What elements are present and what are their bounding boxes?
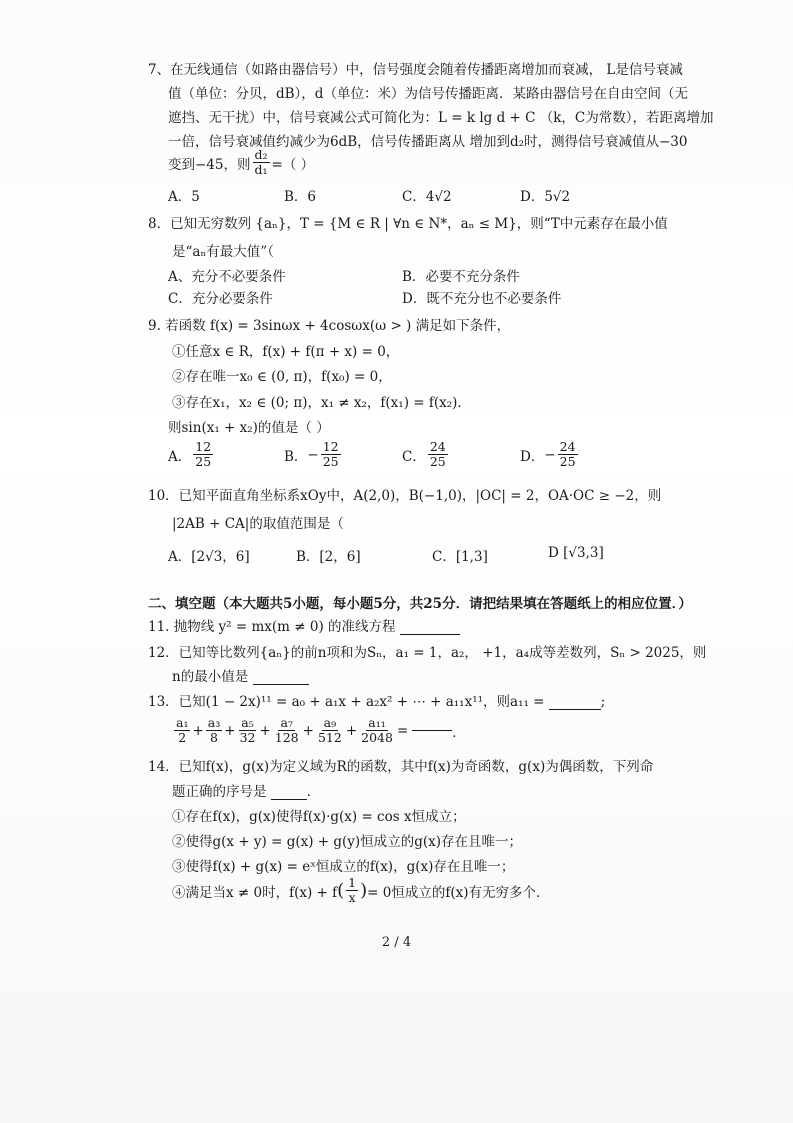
q12-answer-blank[interactable] xyxy=(253,684,309,685)
q7-line-4: 一倍，信号衰减值约减少为6dB，信号传播距离从 增加到d₂时，测得信号衰减值从−30 xyxy=(168,134,688,150)
q7-line-2: 值（单位：分贝，dB），d（单位：米）为信号传播距离．某路由器信号在自由空间（无 xyxy=(168,86,688,102)
q13-fraction-6-den: 2048 xyxy=(361,730,393,745)
section-2-heading: 二、填空题（本大题共5小题，每小题5分，共25分．请把结果填在答题纸上的相应位置．） xyxy=(148,596,692,612)
q9-option-a-fraction xyxy=(193,440,213,469)
q10-option-c[interactable]: C．[1,3] xyxy=(432,549,488,565)
q7-line-5-post: =（ ） xyxy=(271,156,315,173)
q14-line-1: 14．已知f(x)，g(x)为定义域为R的函数，其中f(x)为奇函数，g(x)为偶函数，下列命 xyxy=(148,759,654,775)
q7-line-1: 7、在无线通信（如路由器信号）中，信号强度会随着传播距离增加而衰减， L是信号衰减 xyxy=(148,62,683,78)
q7-option-b[interactable]: B．6 xyxy=(284,189,317,205)
q7-line-5 xyxy=(168,148,314,177)
q9-option-b-fraction xyxy=(321,440,341,469)
q9-option-c-num: 24 xyxy=(429,439,446,454)
q8-line-1: 8．已知无穷数列 {aₙ}，T = {M ∈ R | ∀n ∈ N*，aₙ ≤ M}，则“T中元素存在最小值 xyxy=(148,216,668,232)
q13-fraction-6 xyxy=(359,716,395,745)
q12-line-2-text: n的最小值是 xyxy=(172,669,249,685)
q13-fraction-1-num: a₁ xyxy=(176,715,189,730)
q8-option-b[interactable]: B．必要不充分条件 xyxy=(402,269,520,285)
q13-fraction-2-num: a₃ xyxy=(207,715,221,730)
q14-statement-4-den: x xyxy=(348,890,356,905)
q14-statement-4: ④满足当x ≠ 0时，f(x) + f ( $\frac{1}{x}$ ) = 0恒成立的f(x)有无穷多个． xyxy=(172,875,550,905)
q13-fraction-5-num: a₉ xyxy=(323,715,337,730)
q9-option-c-fraction xyxy=(428,440,448,469)
q13-fraction-1-den: 2 xyxy=(178,730,187,745)
q13-fraction-5-den: 512 xyxy=(317,730,342,745)
q7-line-3: 遮挡、无干扰）中，信号衰减公式可简化为：L = k lg d + C （k，C为常数），若距离增加 xyxy=(168,110,714,126)
q9-option-d-num: 24 xyxy=(559,439,576,454)
q13-fraction-6-num: a₁₁ xyxy=(368,715,386,730)
q9-option-d-fraction xyxy=(558,440,578,469)
q8-option-d[interactable]: D．既不充分也不必要条件 xyxy=(402,291,562,307)
q9-option-d-den: 25 xyxy=(559,454,576,469)
q13-fraction-4-num: a₇ xyxy=(280,715,293,730)
q8-option-a[interactable]: A、充分不必要条件 xyxy=(168,269,286,285)
q13-fraction-3-den: 32 xyxy=(239,730,256,745)
q10-line-2: |2AB + CA|的取值范围是（ xyxy=(172,516,344,532)
question-11 xyxy=(148,615,460,635)
q7-ratio-numerator: d₂ xyxy=(254,147,268,162)
q13-fraction-3 xyxy=(238,716,258,745)
q9-option-c-den: 25 xyxy=(429,454,446,469)
q7-ratio-denominator: d₁ xyxy=(254,162,268,177)
q13-fraction-4 xyxy=(273,716,301,745)
q13-fraction-2-den: 8 xyxy=(210,730,218,745)
q7-line-5-pre: 变到−45，则 xyxy=(168,156,251,173)
q8-line-2: 是“aₙ有最大值”（ xyxy=(172,244,274,260)
q13-fraction-2 xyxy=(206,716,222,745)
q14-statement-3: ③使得f(x) + g(x) = eˣ恒成立的f(x)，g(x)存在且唯一； xyxy=(172,859,515,875)
q9-option-c[interactable] xyxy=(402,440,450,469)
q14-line-2-text: 题正确的序号是 xyxy=(172,784,267,800)
q13-fraction-1 xyxy=(174,716,190,745)
q14-statement-4-fraction xyxy=(346,876,358,905)
q8-option-c[interactable]: C．充分必要条件 xyxy=(168,291,273,307)
q14-statement-1: ①存在f(x)，g(x)使得f(x)·g(x) = cos x恒成立； xyxy=(172,809,466,825)
q12-line-1: 12．已知等比数列{aₙ}的前n项和为Sₙ，a₁ = 1，a₂， +1，a₄成等差数列，Sₙ > 2025，则 xyxy=(148,645,707,661)
q9-option-d-label: D． xyxy=(520,448,545,465)
q14-statement-2: ②使得g(x + y) = g(x) + g(y)恒成立的g(x)存在且唯一； xyxy=(172,834,522,850)
q14-statement-4-post: = 0恒成立的f(x)有无穷多个． xyxy=(367,884,550,901)
q9-option-b-num: 12 xyxy=(322,439,339,454)
q14-line-2: 题正确的序号是 ． xyxy=(172,784,321,800)
q13-line-1: 13．已知(1 − 2x)¹¹ = a₀ + a₁x + a₂x² + ⋯ + a₁₁x¹¹，则a₁₁ = ; xyxy=(148,694,606,710)
q7-ratio-fraction xyxy=(253,148,270,177)
q13-fraction-4-den: 128 xyxy=(274,730,299,745)
q9-option-b-sign: − xyxy=(307,446,319,463)
q13-answer-blank-1[interactable] xyxy=(549,709,601,710)
q13-fraction-5 xyxy=(316,716,344,745)
q13-sum-line: $\frac{\text{a₁}}{2}$ + $\frac{\text{a₃}}{8}$ + $\frac{\text{a₅}}{32}$ + $\frac{\text{a₇}}{128}$ + $\frac{\text{a₉}}{512}$ + $\frac{\text{a₁₁}}{2048}$ = ． xyxy=(176,715,466,745)
q9-option-c-label: C． xyxy=(402,448,426,465)
q13-fraction-3-num: a₅ xyxy=(241,715,254,730)
q9-option-b-label: B． xyxy=(284,448,308,465)
q14-statement-4-pre: ④满足当x ≠ 0时，f(x) + f xyxy=(172,884,338,901)
q9-option-d[interactable] xyxy=(520,440,580,469)
q10-option-b[interactable]: B．[2，6] xyxy=(296,549,361,565)
q7-option-c[interactable]: C．4√2 xyxy=(402,189,452,205)
q9-option-b-den: 25 xyxy=(322,454,339,469)
q12-line-2 xyxy=(172,665,309,685)
q9-option-a-num: 12 xyxy=(195,439,212,454)
q9-condition-2: ②存在唯一x₀ ∈ (0, π)，f(x₀) = 0， xyxy=(172,369,392,385)
q7-option-a[interactable]: A．5 xyxy=(168,189,200,205)
q14-answer-blank[interactable] xyxy=(271,799,307,800)
q10-option-a[interactable]: A．[2√3，6] xyxy=(168,549,250,565)
q9-option-a-label: A． xyxy=(168,448,192,465)
q10-option-d[interactable]: D [√3,3] xyxy=(548,545,604,561)
q9-option-a-den: 25 xyxy=(195,454,212,469)
q9-option-a[interactable] xyxy=(168,440,215,469)
q7-option-d[interactable]: D．5√2 xyxy=(520,189,571,205)
q11-text: 11. 抛物线 y² = mx(m ≠ 0) 的准线方程 xyxy=(148,619,396,635)
q9-ask: 则sin(x₁ + x₂)的值是（ ） xyxy=(168,420,330,436)
q9-condition-1: ①任意x ∈ R，f(x) + f(π + x) = 0， xyxy=(172,344,400,360)
q9-option-d-sign: − xyxy=(544,446,556,463)
q13-answer-blank-2[interactable] xyxy=(412,730,452,731)
q9-option-b[interactable] xyxy=(284,440,343,469)
q11-answer-blank[interactable] xyxy=(400,634,460,635)
q14-statement-4-num: 1 xyxy=(348,875,357,890)
page-number: 2 / 4 xyxy=(381,935,412,950)
q9-condition-3: ③存在x₁，x₂ ∈ (0; π)，x₁ ≠ x₂，f(x₁) = f(x₂)． xyxy=(172,395,471,411)
q13-line-1-text: 13．已知(1 − 2x)¹¹ = a₀ + a₁x + a₂x² + ⋯ + a₁₁x¹¹，则a₁₁ = xyxy=(148,694,545,710)
q10-line-1: 10．已知平面直角坐标系xOy中，A(2,0)，B(−1,0)，|OC| = 2，OA·OC ≥ −2，则 xyxy=(148,488,662,504)
q9-line-1: 9. 若函数 f(x) = 3sinωx + 4cosωx(ω > ) 满足如下条件， xyxy=(148,318,511,334)
